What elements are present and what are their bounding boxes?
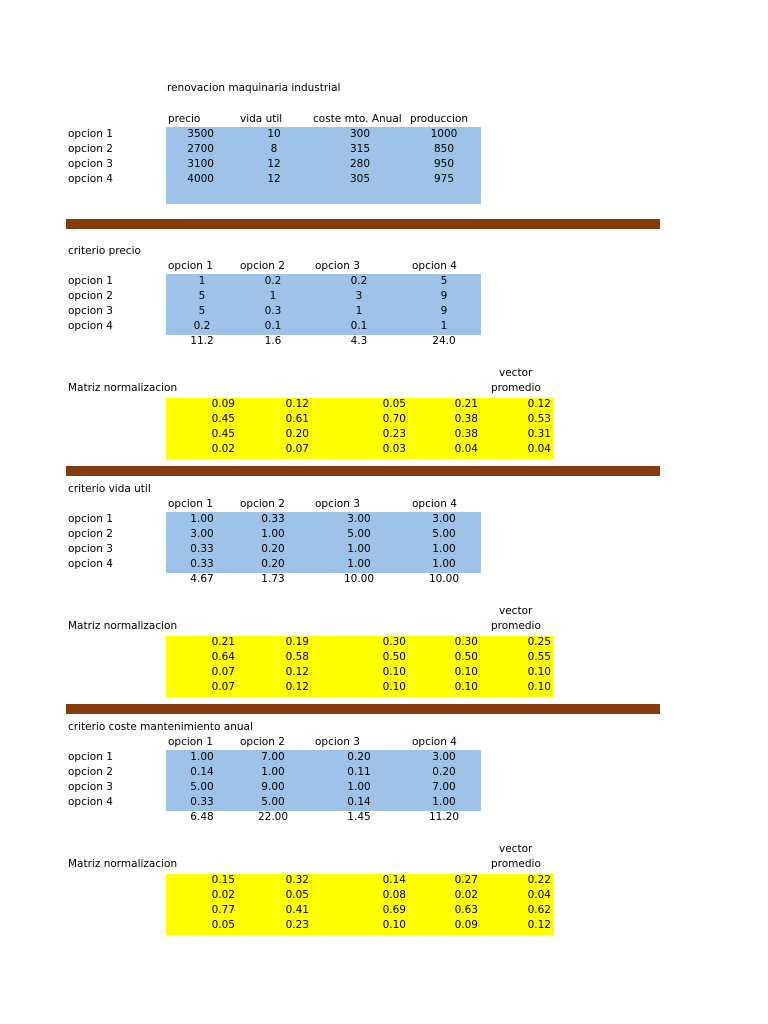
normalized-cell: 0.10 <box>382 681 406 693</box>
column-sum: 11.20 <box>428 811 460 823</box>
normalized-cell: 0.41 <box>285 904 309 916</box>
pairwise-cell: 5 <box>198 305 206 317</box>
normalized-cell: 0.10 <box>382 919 406 931</box>
normalized-cell: 0.07 <box>211 681 235 693</box>
normalized-cell: 0.09 <box>211 398 235 410</box>
pairwise-cell: 1.00 <box>432 558 456 570</box>
normalized-cell: 0.23 <box>382 428 406 440</box>
criterion-row-label: opcion 1 <box>68 275 113 287</box>
pairwise-cell: 1.00 <box>190 513 214 525</box>
pairwise-cell: 3 <box>355 290 363 302</box>
column-sum: 1.73 <box>261 573 285 585</box>
normalized-cell: 0.03 <box>382 443 406 455</box>
pairwise-cell: 0.20 <box>261 543 285 555</box>
pairwise-cell: 1.00 <box>261 766 285 778</box>
section-separator <box>66 466 660 476</box>
priority-vector-cell: 0.10 <box>527 681 551 693</box>
normalized-cell: 0.02 <box>454 889 478 901</box>
pairwise-cell: 1.00 <box>347 558 371 570</box>
section-separator <box>66 219 660 229</box>
normalized-cell: 0.27 <box>454 874 478 886</box>
main-cell: 8 <box>270 143 278 155</box>
criterion-header: opcion 2 <box>240 260 285 272</box>
normalized-cell: 0.70 <box>382 413 406 425</box>
criterion-row-label: opcion 2 <box>68 766 113 778</box>
pairwise-cell: 9 <box>440 290 448 302</box>
pairwise-cell: 0.2 <box>350 275 368 287</box>
pairwise-cell: 1.00 <box>347 543 371 555</box>
main-row-label: opcion 3 <box>68 158 113 170</box>
pairwise-cell: 1 <box>269 290 277 302</box>
normalized-cell: 0.12 <box>285 398 309 410</box>
normalized-cell: 0.45 <box>211 428 235 440</box>
pairwise-cell: 0.20 <box>261 558 285 570</box>
pairwise-cell: 1.00 <box>432 796 456 808</box>
normalized-cell: 0.12 <box>285 666 309 678</box>
main-header-precio: precio <box>168 113 201 125</box>
pairwise-cell: 0.33 <box>261 513 285 525</box>
pairwise-cell: 1.00 <box>432 543 456 555</box>
main-cell: 950 <box>433 158 455 170</box>
normalized-cell: 0.63 <box>454 904 478 916</box>
criterion-row-label: opcion 4 <box>68 796 113 808</box>
column-sum: 22.00 <box>257 811 289 823</box>
normalization-label: Matriz normalizacion <box>68 382 178 394</box>
main-cell: 975 <box>433 173 455 185</box>
column-sum: 11.2 <box>190 335 214 347</box>
criterion-row-label: opcion 2 <box>68 290 113 302</box>
normalized-cell: 0.15 <box>211 874 235 886</box>
main-cell: 4000 <box>187 173 214 185</box>
criterion-header: opcion 2 <box>240 498 285 510</box>
pairwise-cell: 3.00 <box>432 513 456 525</box>
normalization-label: Matriz normalizacion <box>68 858 178 870</box>
criterion-header: opcion 1 <box>168 736 213 748</box>
normalized-cell: 0.77 <box>211 904 235 916</box>
criterion-header: opcion 1 <box>168 260 213 272</box>
normalized-cell: 0.30 <box>454 636 478 648</box>
pairwise-cell: 1 <box>440 320 448 332</box>
pairwise-cell: 1 <box>198 275 206 287</box>
pairwise-cell: 1 <box>355 305 363 317</box>
normalized-cell: 0.02 <box>211 443 235 455</box>
vector-label: vector <box>499 605 533 617</box>
pairwise-cell: 5.00 <box>432 528 456 540</box>
sheet-title: renovacion maquinaria industrial <box>167 82 341 94</box>
normalized-cell: 0.38 <box>454 413 478 425</box>
criterion-header: opcion 2 <box>240 736 285 748</box>
criterion-row-label: opcion 1 <box>68 751 113 763</box>
normalized-cell: 0.32 <box>285 874 309 886</box>
pairwise-cell: 0.20 <box>347 751 371 763</box>
priority-vector-cell: 0.10 <box>527 666 551 678</box>
criterion-row-label: opcion 3 <box>68 781 113 793</box>
column-sum: 1.6 <box>264 335 282 347</box>
criterion-row-label: opcion 4 <box>68 558 113 570</box>
priority-vector-cell: 0.12 <box>527 919 551 931</box>
pairwise-cell: 1.00 <box>261 528 285 540</box>
normalized-cell: 0.10 <box>454 666 478 678</box>
pairwise-cell: 3.00 <box>432 751 456 763</box>
pairwise-cell: 0.33 <box>190 558 214 570</box>
normalized-cell: 0.07 <box>285 443 309 455</box>
priority-vector-cell: 0.53 <box>527 413 551 425</box>
pairwise-cell: 0.14 <box>347 796 371 808</box>
pairwise-cell: 7.00 <box>261 751 285 763</box>
normalized-cell: 0.05 <box>382 398 406 410</box>
normalized-cell: 0.21 <box>211 636 235 648</box>
section-separator <box>66 704 660 714</box>
pairwise-cell: 0.1 <box>350 320 368 332</box>
main-cell: 305 <box>349 173 371 185</box>
vector-label: vector <box>499 367 533 379</box>
pairwise-cell: 0.3 <box>264 305 282 317</box>
priority-vector-cell: 0.55 <box>527 651 551 663</box>
pairwise-cell: 1.00 <box>190 751 214 763</box>
column-sum: 4.67 <box>190 573 214 585</box>
pairwise-cell: 0.33 <box>190 796 214 808</box>
column-sum: 24.0 <box>432 335 456 347</box>
normalization-label: Matriz normalizacion <box>68 620 178 632</box>
pairwise-cell: 5.00 <box>190 781 214 793</box>
normalized-cell: 0.05 <box>211 919 235 931</box>
criterion-header: opcion 4 <box>412 260 457 272</box>
normalized-cell: 0.50 <box>382 651 406 663</box>
criterion-header: opcion 1 <box>168 498 213 510</box>
pairwise-cell: 7.00 <box>432 781 456 793</box>
main-cell: 3100 <box>187 158 214 170</box>
pairwise-cell: 0.11 <box>347 766 371 778</box>
normalized-cell: 0.23 <box>285 919 309 931</box>
normalized-cell: 0.58 <box>285 651 309 663</box>
normalized-cell: 0.69 <box>382 904 406 916</box>
criterion-title: criterio vida util <box>68 483 151 495</box>
normalized-cell: 0.10 <box>382 666 406 678</box>
priority-vector-cell: 0.31 <box>527 428 551 440</box>
main-header-produccion: produccion <box>410 113 469 125</box>
normalized-cell: 0.04 <box>454 443 478 455</box>
criterion-row-label: opcion 3 <box>68 543 113 555</box>
normalized-cell: 0.20 <box>285 428 309 440</box>
main-cell: 280 <box>349 158 371 170</box>
normalized-cell: 0.61 <box>285 413 309 425</box>
pairwise-cell: 5.00 <box>347 528 371 540</box>
main-cell: 2700 <box>187 143 214 155</box>
priority-vector-cell: 0.04 <box>527 443 551 455</box>
normalized-cell: 0.10 <box>454 681 478 693</box>
main-row-label: opcion 4 <box>68 173 113 185</box>
main-row-label: opcion 1 <box>68 128 113 140</box>
criterion-header: opcion 3 <box>315 498 360 510</box>
criterion-row-label: opcion 4 <box>68 320 113 332</box>
promedio-label: promedio <box>491 382 541 394</box>
column-sum: 10.00 <box>343 573 375 585</box>
pairwise-cell: 3.00 <box>347 513 371 525</box>
main-cell: 3500 <box>187 128 214 140</box>
main-cell: 850 <box>433 143 455 155</box>
normalized-cell: 0.02 <box>211 889 235 901</box>
normalized-cell: 0.09 <box>454 919 478 931</box>
normalized-cell: 0.50 <box>454 651 478 663</box>
pairwise-cell: 5 <box>440 275 448 287</box>
normalized-cell: 0.19 <box>285 636 309 648</box>
normalized-cell: 0.05 <box>285 889 309 901</box>
main-header-vida-util: vida util <box>240 113 283 125</box>
pairwise-cell: 0.33 <box>190 543 214 555</box>
normalized-cell: 0.64 <box>211 651 235 663</box>
criterion-row-label: opcion 3 <box>68 305 113 317</box>
criterion-row-label: opcion 1 <box>68 513 113 525</box>
pairwise-cell: 0.20 <box>432 766 456 778</box>
criterion-title: criterio coste mantenimiento anual <box>68 721 253 733</box>
main-cell: 300 <box>349 128 371 140</box>
priority-vector-cell: 0.12 <box>527 398 551 410</box>
normalized-cell: 0.07 <box>211 666 235 678</box>
column-sum: 1.45 <box>347 811 371 823</box>
pairwise-cell: 0.2 <box>264 275 282 287</box>
column-sum: 10.00 <box>428 573 460 585</box>
pairwise-cell: 3.00 <box>190 528 214 540</box>
column-sum: 4.3 <box>350 335 368 347</box>
pairwise-cell: 9.00 <box>261 781 285 793</box>
criterion-header: opcion 4 <box>412 498 457 510</box>
criterion-title: criterio precio <box>68 245 141 257</box>
main-row-label: opcion 2 <box>68 143 113 155</box>
main-cell: 12 <box>267 158 281 170</box>
priority-vector-cell: 0.25 <box>527 636 551 648</box>
main-cell: 10 <box>267 128 281 140</box>
pairwise-cell: 0.14 <box>190 766 214 778</box>
pairwise-cell: 0.1 <box>264 320 282 332</box>
normalized-cell: 0.38 <box>454 428 478 440</box>
main-cell: 315 <box>349 143 371 155</box>
priority-vector-cell: 0.22 <box>527 874 551 886</box>
normalized-cell: 0.45 <box>211 413 235 425</box>
pairwise-cell: 5.00 <box>261 796 285 808</box>
pairwise-cell: 5 <box>198 290 206 302</box>
main-cell: 12 <box>267 173 281 185</box>
normalized-cell: 0.14 <box>382 874 406 886</box>
promedio-label: promedio <box>491 858 541 870</box>
promedio-label: promedio <box>491 620 541 632</box>
normalized-cell: 0.21 <box>454 398 478 410</box>
normalized-cell: 0.08 <box>382 889 406 901</box>
pairwise-cell: 1.00 <box>347 781 371 793</box>
main-header-coste: coste mto. Anual <box>313 113 402 125</box>
criterion-header: opcion 3 <box>315 736 360 748</box>
main-cell: 1000 <box>430 128 458 140</box>
pairwise-cell: 9 <box>440 305 448 317</box>
priority-vector-cell: 0.62 <box>527 904 551 916</box>
normalized-cell: 0.30 <box>382 636 406 648</box>
pairwise-cell: 0.2 <box>193 320 211 332</box>
column-sum: 6.48 <box>190 811 214 823</box>
criterion-row-label: opcion 2 <box>68 528 113 540</box>
criterion-header: opcion 3 <box>315 260 360 272</box>
criterion-header: opcion 4 <box>412 736 457 748</box>
priority-vector-cell: 0.04 <box>527 889 551 901</box>
vector-label: vector <box>499 843 533 855</box>
normalized-cell: 0.12 <box>285 681 309 693</box>
